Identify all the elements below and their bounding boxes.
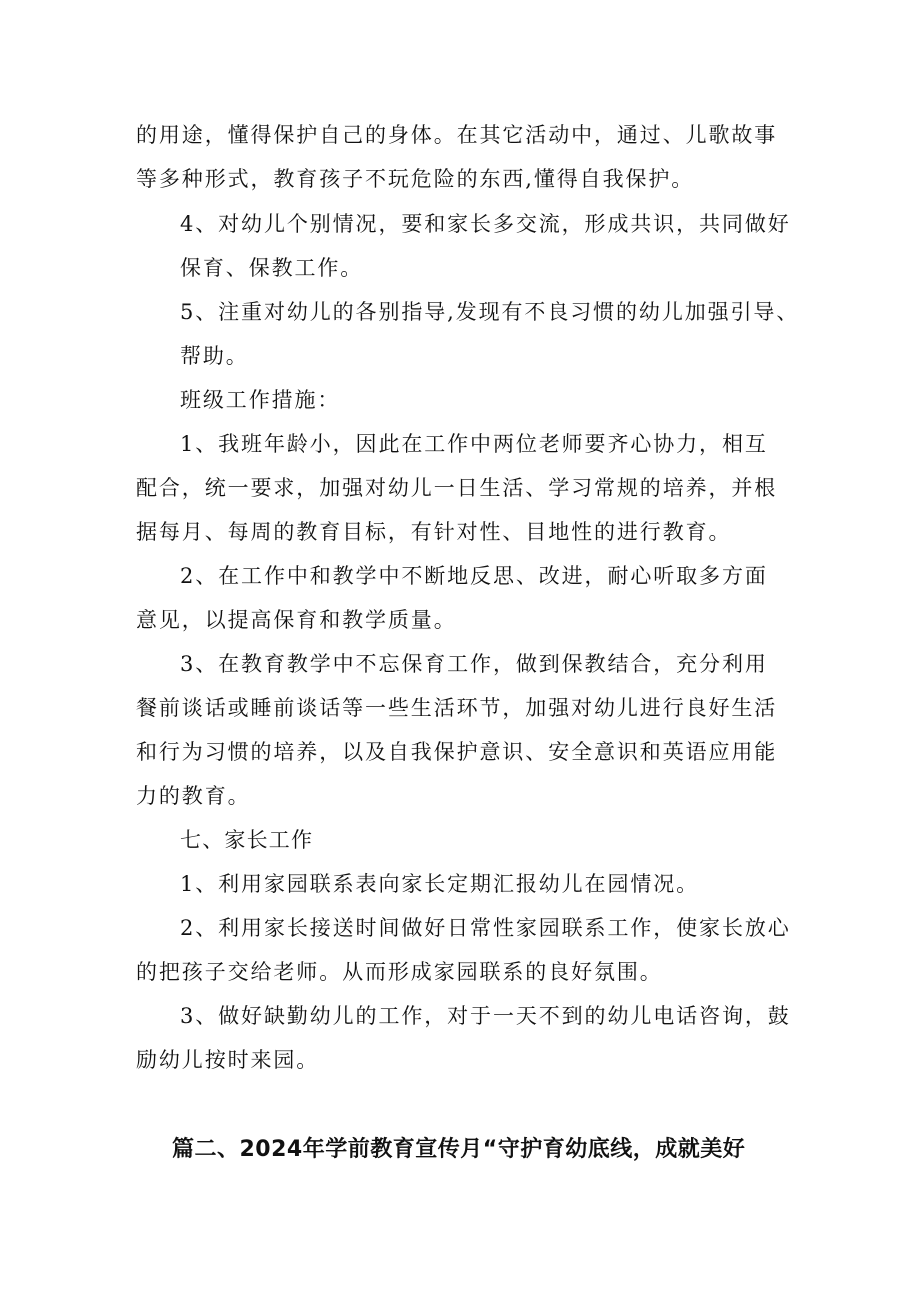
section-heading: 七、家长工作 — [180, 828, 314, 852]
paragraph-line: 的把孩子交给老师。从而形成家园联系的良好氛围。 — [136, 960, 663, 984]
paragraph-line: 据每月、每周的教育目标，有针对性、目地性的进行教育。 — [136, 520, 732, 544]
paragraph-line: 餐前谈话或睡前谈话等一些生活环节，加强对幼儿进行良好生活 — [136, 696, 778, 720]
paragraph-line: 的用途，懂得保护自己的身体。在其它活动中，通过、儿歌故事 — [136, 123, 778, 147]
paragraph-line: 3、在教育教学中不忘保育工作，做到保教结合，充分利用 — [180, 652, 768, 676]
paragraph-line: 保育、保教工作。 — [180, 256, 364, 280]
article-title: 篇二、2024年学前教育宣传月“守护育幼底线，成就美好 — [172, 1137, 746, 1162]
paragraph-line: 励幼儿按时来园。 — [136, 1048, 320, 1072]
paragraph-line: 2、利用家长接送时间做好日常性家园联系工作，使家长放心 — [180, 916, 791, 940]
paragraph-line: 3、做好缺勤幼儿的工作，对于一天不到的幼儿电话咨询，鼓 — [180, 1004, 791, 1028]
paragraph-line: 意见，以提高保育和教学质量。 — [136, 608, 457, 632]
paragraph-line: 2、在工作中和教学中不断地反思、改进，耐心听取多方面 — [180, 564, 768, 588]
paragraph-line: 5、注重对幼儿的各别指导,发现有不良习惯的幼儿加强引导、 — [180, 300, 800, 324]
paragraph-line: 等多种形式，教育孩子不玩危险的东西,懂得自我保护。 — [136, 167, 695, 191]
subheading: 班级工作措施： — [180, 388, 341, 412]
paragraph-line: 配合，统一要求，加强对幼儿一日生活、学习常规的培养，并根 — [136, 476, 778, 500]
paragraph-line: 4、对幼儿个别情况，要和家长多交流，形成共识，共同做好 — [180, 212, 791, 236]
paragraph-line: 力的教育。 — [136, 784, 251, 808]
paragraph-line: 1、我班年龄小，因此在工作中两位老师要齐心协力，相互 — [180, 432, 768, 456]
paragraph-line: 1、利用家园联系表向家长定期汇报幼儿在园情况。 — [180, 872, 700, 896]
paragraph-line: 和行为习惯的培养，以及自我保护意识、安全意识和英语应用能 — [136, 740, 778, 764]
paragraph-line: 帮助。 — [180, 344, 249, 368]
